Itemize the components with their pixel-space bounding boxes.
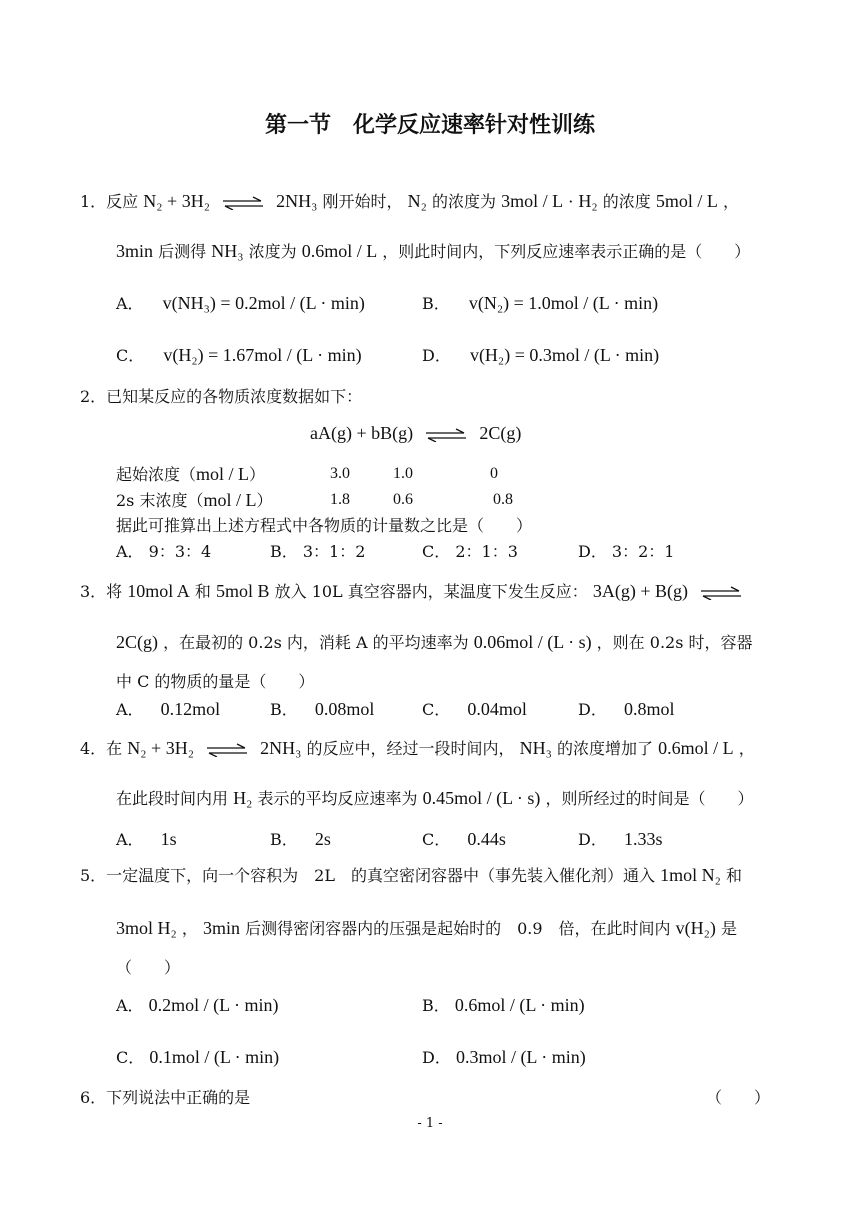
q1-text: ， [722, 192, 739, 211]
q2-row1-label [116, 463, 265, 486]
q3-text: 和 [194, 582, 211, 601]
q2-row2-label [116, 489, 273, 512]
q1-line-2 [116, 240, 750, 263]
q3-value: 5mol B [216, 581, 270, 601]
q1-formula: H₂ [578, 191, 598, 211]
q2-ask: 据此可推算出上述方程式中各物质的计量数之比是（ ） [116, 516, 533, 535]
option-label: A． [116, 700, 144, 719]
q4-option-c[interactable] [422, 828, 506, 851]
q1-text: · [568, 192, 579, 211]
q3-text: 3．将 [80, 582, 123, 601]
option-label: B． [422, 996, 450, 1015]
q5-option-b[interactable] [422, 994, 585, 1017]
q1-text: 的浓度 [602, 192, 651, 211]
option-text: 0.3mol / (L · min) [455, 1047, 586, 1067]
q3-line-3: 中 C 的物质的量是（ ） [116, 672, 315, 691]
q5-text: 是 [721, 919, 738, 938]
q4-option-b[interactable] [270, 828, 331, 851]
q2-option-a[interactable]: A． 9：3：4 [116, 542, 212, 561]
option-text: 0.12mol [160, 699, 221, 719]
q4-option-d[interactable] [578, 828, 662, 851]
row-unit: mol / L [196, 464, 250, 484]
q2-stem: 2．已知某反应的各物质浓度数据如下： [80, 387, 363, 406]
q5-option-a[interactable] [116, 994, 278, 1017]
option-text: v(N₂) = 1.0mol / (L · min) [468, 293, 659, 313]
equilibrium-arrow-icon [699, 586, 743, 600]
equilibrium-arrow-icon [221, 196, 265, 210]
q4-value: 0.45mol / (L · s) [422, 788, 541, 808]
option-label: C． [116, 1048, 145, 1067]
q4-formula: NH₃ [519, 738, 552, 758]
option-label: D． [422, 1048, 451, 1067]
option-text: 1s [160, 829, 177, 849]
q5-value: 3mol H₂ [116, 918, 177, 938]
q3-text: 放入 10L 真空容器内，某温度下发生反应： [274, 582, 588, 601]
option-label: D． [578, 830, 607, 849]
q3-line-2 [116, 631, 753, 654]
option-text: 0.08mol [314, 699, 375, 719]
q1-value: 5mol / L [655, 191, 718, 211]
q5-line-3: （ ） [116, 958, 181, 977]
q1-value: 3min [116, 241, 154, 261]
q1-value: 0.6mol / L [301, 241, 378, 261]
option-text: 2s [314, 829, 331, 849]
q1-text: 刚开始时， [322, 192, 403, 211]
row-label: 2s 末浓度（ [116, 491, 204, 510]
q1-eq-left: N₂ + 3H₂ [143, 191, 210, 211]
q1-text: ，则此时间内，下列反应速率表示正确的是（ ） [382, 242, 751, 261]
option-text: 0.44s [467, 829, 506, 849]
q4-text: 的浓度增加了 [557, 739, 654, 758]
option-text: 0.1mol / (L · min) [149, 1047, 280, 1067]
q1-option-a[interactable] [116, 292, 365, 315]
q6-answer-paren: （ ） [706, 1088, 771, 1107]
q4-eq-right: 2NH₃ [260, 738, 302, 758]
q1-option-d[interactable] [422, 344, 659, 367]
q5-text: ， [181, 919, 198, 938]
row-label: 起始浓度（ [116, 465, 197, 484]
q3-eq-right: 2C(g) [116, 632, 158, 652]
option-label: A． [116, 830, 144, 849]
q3-value: 0.06mol / (L · s) [473, 632, 592, 652]
q5-text: 和 [725, 866, 742, 885]
q2-row1-val: 1.0 [393, 465, 413, 482]
q5-value: 3min [202, 918, 240, 938]
q5-option-c[interactable] [116, 1046, 279, 1069]
option-text: v(H₂) = 0.3mol / (L · min) [469, 345, 660, 365]
q2-option-c[interactable]: C． 2：1：3 [422, 542, 518, 561]
q1-text: 浓度为 [248, 242, 297, 261]
q2-option-d[interactable]: D． 3：2：1 [578, 542, 675, 561]
q1-formula: NH₃ [211, 241, 244, 261]
equilibrium-arrow-icon [424, 428, 468, 442]
q3-eq-left: 3A(g) + B(g) [592, 581, 689, 601]
q3-option-a[interactable] [116, 698, 220, 721]
row-label: ） [256, 491, 273, 510]
option-text: v(H₂) = 1.67mol / (L · min) [163, 345, 362, 365]
q4-eq-left: N₂ + 3H₂ [127, 738, 194, 758]
q4-text: ， [738, 739, 755, 758]
q4-option-a[interactable] [116, 828, 177, 851]
q5-value: 1mol N₂ [660, 865, 721, 885]
option-label: B． [422, 294, 450, 313]
option-text: 1.33s [623, 829, 663, 849]
row-label: ） [249, 465, 266, 484]
q2-row2-val: 0.8 [493, 491, 513, 508]
option-label: A． [116, 996, 144, 1015]
page-number: - 1 - [417, 1116, 443, 1131]
q4-text: 在此段时间内用 [116, 789, 229, 808]
q6-stem: 6．下列说法中正确的是 [80, 1088, 251, 1107]
q1-formula: N₂ [407, 191, 427, 211]
q3-option-b[interactable] [270, 698, 374, 721]
q1-text: 的浓度为 [432, 192, 497, 211]
q4-line-2 [116, 787, 754, 810]
q2-row2-val: 0.6 [393, 491, 413, 508]
q5-option-d[interactable] [422, 1046, 586, 1069]
q2-equation [310, 422, 521, 445]
q4-line-1 [80, 737, 755, 760]
q5-text: 后测得密闭容器内的压强是起始时的 0.9 倍，在此时间内 [245, 919, 671, 938]
q5-line-1 [80, 864, 742, 887]
option-label: C． [422, 700, 451, 719]
q1-option-c[interactable] [116, 344, 362, 367]
option-text: v(NH₃) = 0.2mol / (L · min) [162, 293, 365, 313]
q1-text: 后测得 [158, 242, 207, 261]
option-label: D． [578, 700, 607, 719]
option-label: D． [422, 346, 451, 365]
q1-option-b[interactable] [422, 292, 658, 315]
q4-text: 表示的平均反应速率为 [257, 789, 418, 808]
q3-value: 10mol A [127, 581, 190, 601]
q5-text: 5．一定温度下，向一个容积为 2L 的真空密闭容器中（事先装入催化剂）通入 [80, 866, 655, 885]
option-text: 0.04mol [467, 699, 527, 719]
q4-text: ，则所经过的时间是（ ） [545, 789, 754, 808]
q2-row2-val: 1.8 [330, 491, 350, 508]
option-label: C． [422, 830, 451, 849]
row-unit: mol / L [203, 490, 257, 510]
q3-line-1 [80, 580, 749, 603]
q1-eq-right: 2NH₃ [276, 191, 318, 211]
q4-value: 0.6mol / L [658, 738, 734, 758]
option-label: B． [270, 830, 298, 849]
option-label: C． [116, 346, 145, 365]
q1-line-1 [80, 190, 739, 213]
option-text: 0.2mol / (L · min) [148, 995, 279, 1015]
q5-formula: v(H₂) [675, 918, 716, 938]
q5-line-2 [116, 917, 737, 940]
q2-eq-left: aA(g) + bB(g) [310, 423, 414, 443]
q4-formula: H₂ [233, 788, 253, 808]
q2-option-b[interactable]: B． 3：1：2 [270, 542, 366, 561]
option-label: A． [116, 294, 144, 313]
option-label: B． [270, 700, 298, 719]
q3-option-c[interactable] [422, 698, 527, 721]
option-text: 0.6mol / (L · min) [454, 995, 585, 1015]
q2-row1-val: 0 [490, 465, 498, 482]
page-title: 第一节 化学反应速率针对性训练 [264, 113, 595, 138]
q2-eq-right: 2C(g) [479, 423, 522, 443]
option-text: 0.8mol [623, 699, 675, 719]
q4-text: 4．在 [80, 739, 123, 758]
q3-text: ，在最初的 0.2s 内，消耗 A 的平均速率为 [163, 633, 469, 652]
q2-row1-val: 3.0 [330, 465, 350, 482]
q3-text: ，则在 0.2s 时，容器 [596, 633, 753, 652]
q3-option-d[interactable] [578, 698, 674, 721]
q1-text: 1．反应 [80, 192, 139, 211]
equilibrium-arrow-icon [205, 743, 249, 757]
q1-value: 3mol / L [501, 191, 564, 211]
q4-text: 的反应中，经过一段时间内， [306, 739, 515, 758]
